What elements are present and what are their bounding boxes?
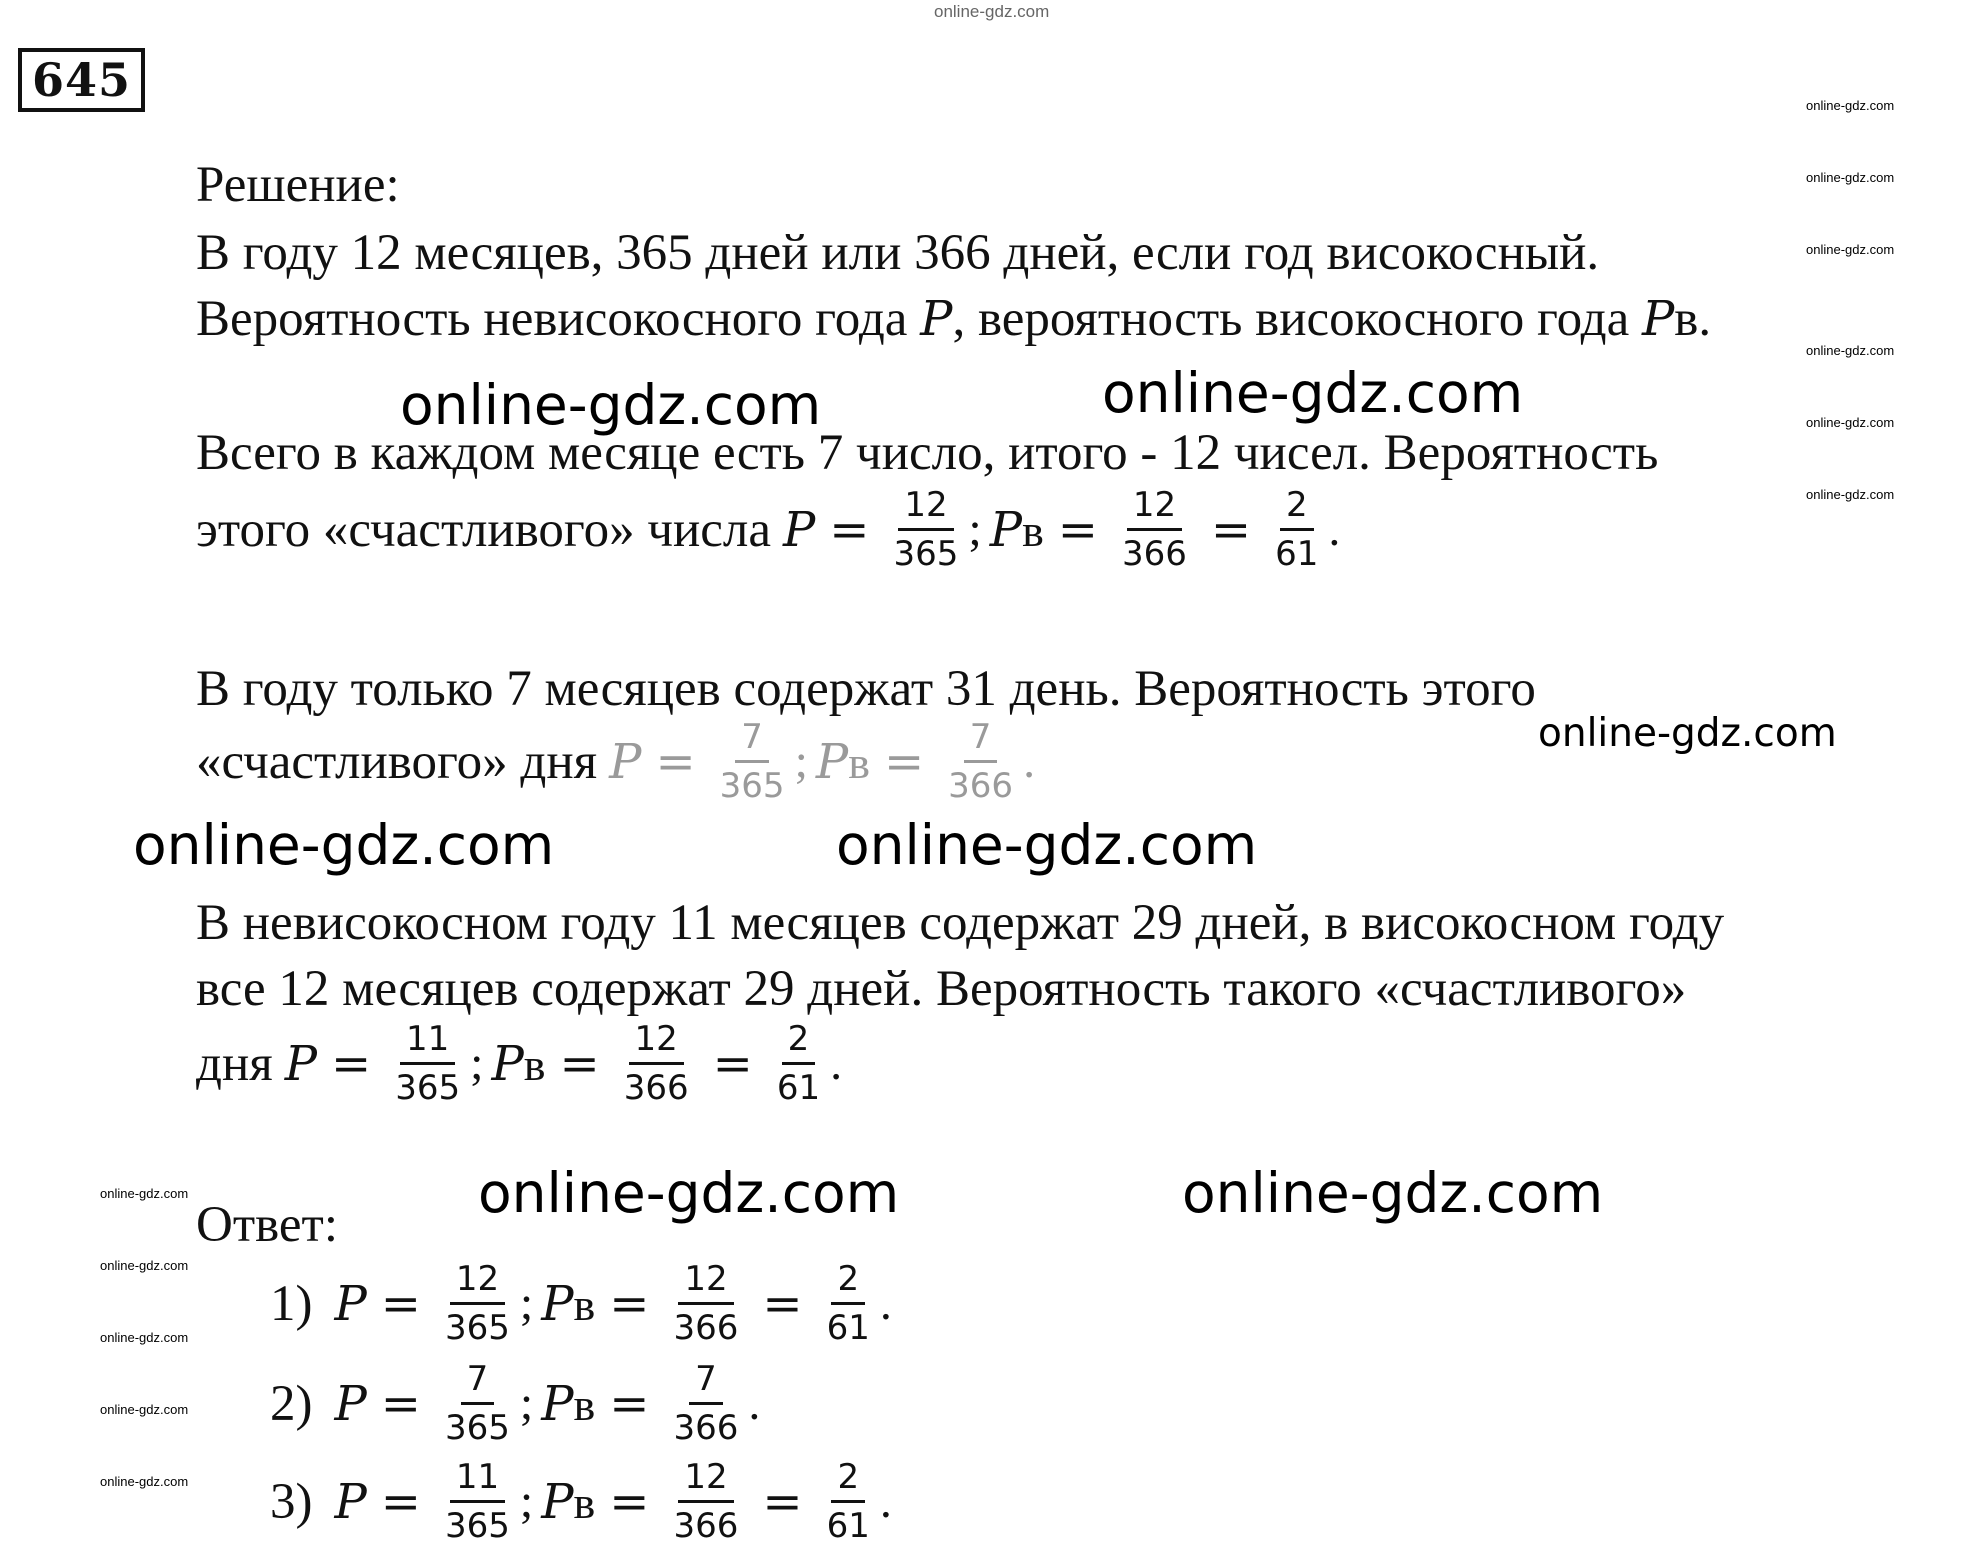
watermark-small: online-gdz.com [100,1474,189,1489]
watermark-small: online-gdz.com [100,1186,189,1201]
watermark-small: online-gdz.com [100,1330,189,1345]
fraction: $\frac{7}{366}$ [673,1359,739,1448]
para4-line1: В невисокосном году 11 месяцев содержат 29 дней, в високосном году [196,895,1725,951]
answer-item-3: 3) P = $\frac{11}{365}$ ; Pв = $\frac{12}{366}$ = $\frac{2}{61}$ . [270,1457,892,1546]
watermark-large: online-gdz.com [400,373,822,437]
para2-line1: Всего в каждом месяце есть 7 число, итого - 12 чисел. Вероятность [196,425,1659,481]
fraction: $\frac{2}{61}$ [1275,485,1319,574]
watermark-small: online-gdz.com [1806,242,1895,257]
watermark-large: online-gdz.com [1538,711,1837,756]
answer-item-1: 1) P = $\frac{12}{365}$ ; Pв = $\frac{12}{366}$ = $\frac{2}{61}$ . [270,1259,892,1348]
fraction: $\frac{12}{366}$ [673,1259,739,1348]
fraction: $\frac{12}{365}$ [893,485,959,574]
para1-line1: В году 12 месяцев, 365 дней или 366 дней, если год високосный. [196,225,1600,281]
watermark-large: online-gdz.com [478,1161,900,1225]
watermark-small: online-gdz.com [1806,415,1895,430]
fraction: $\frac{11}{365}$ [395,1019,461,1108]
answer-item-2: 2) P = $\frac{7}{365}$ ; Pв = $\frac{7}{366}$ . [270,1359,761,1448]
watermark-small: online-gdz.com [1806,343,1895,358]
fraction: $\frac{12}{365}$ [445,1259,510,1348]
fraction: $\frac{12}{366}$ [673,1457,739,1546]
para3-line2: «счастливого» дня P = $\frac{7}{365}$ ; Pв = $\frac{7}{366}$ . [196,717,1036,806]
fraction: $\frac{2}{61}$ [776,1019,821,1108]
watermark-small: online-gdz.com [1806,487,1895,502]
watermark-small: online-gdz.com [100,1402,189,1417]
watermark-large: online-gdz.com [1182,1161,1604,1225]
fraction: $\frac{12}{366}$ [623,1019,689,1108]
fraction: $\frac{11}{365}$ [445,1457,510,1546]
fraction: $\frac{7}{365}$ [719,717,785,806]
fraction: $\frac{12}{366}$ [1122,485,1187,574]
watermark-large: online-gdz.com [836,813,1258,877]
solution-label: Решение: [196,157,400,213]
para1-line2: Вероятность невисокосного года P, вероятность високосного года Pв. [196,291,1712,347]
para4-line3: дня P = $\frac{11}{365}$ ; Pв = $\frac{12}{366}$ = $\frac{2}{61}$ . [196,1019,843,1108]
para3-line1: В году только 7 месяцев содержат 31 день. Вероятность этого [196,661,1536,717]
watermark-small: online-gdz.com [100,1258,189,1273]
watermark-large: online-gdz.com [1102,361,1524,425]
watermark-small: online-gdz.com [1806,98,1895,113]
watermark-top: online-gdz.com [934,2,1050,21]
watermark-large: online-gdz.com [133,813,555,877]
answer-label: Ответ: [196,1197,338,1253]
fraction: $\frac{7}{365}$ [445,1359,510,1448]
watermark-small: online-gdz.com [1806,170,1895,185]
fraction: $\frac{7}{366}$ [948,717,1014,806]
fraction: $\frac{2}{61}$ [826,1259,870,1348]
para2-line2: этого «счастливого» числа P = $\frac{12}{365}$ ; Pв = $\frac{12}{366}$ = $\frac{2}{61}$ . [196,485,1341,574]
problem-number: 645 [18,48,145,112]
para4-line2: все 12 месяцев содержат 29 дней. Вероятность такого «счастливого» [196,961,1687,1017]
fraction: $\frac{2}{61}$ [826,1457,870,1546]
